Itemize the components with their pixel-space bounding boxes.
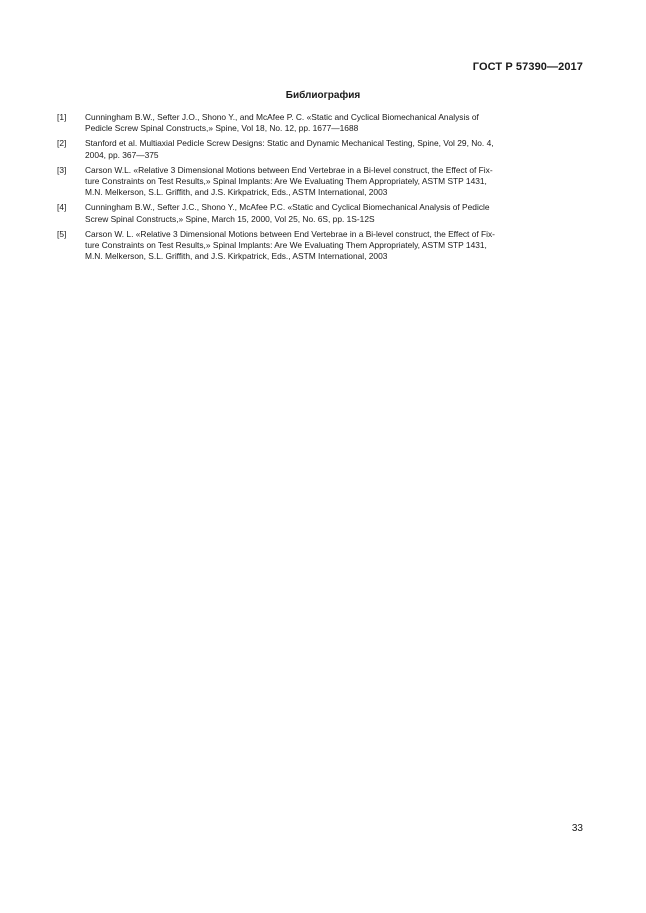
reference-item xyxy=(57,202,583,225)
reference-number: [1] xyxy=(57,112,67,122)
reference-text: Cunningham B.W., Sefter J.C., Shono Y., McAfee P.C. «Static and Cyclical Biomechanical Analysis of Pedicle Screw Spinal Constructs,» Spine, March 15, 2000, Vol 25, No. 6S, pp. 1S-12S xyxy=(85,202,490,224)
reference-number: [3] xyxy=(57,164,67,175)
reference-text: Carson W.L. «Relative 3 Dimensional Motions between End Vertebrae in a Bi-level construct, the Effect of Fix- ture Constraints on Test Results,» Spinal Implants: Are We Evaluating Them Appropriately, ASTM STP 1431, M.N. Melkerson, S.L. Griffith, and J.S. Kirkpatrick, Eds., ASTM International, 2003 xyxy=(85,164,493,198)
reference-text: Cunningham B.W., Sefter J.O., Shono Y., and McAfee P. C. «Static and Cyclical Biomechanical Analysis of Pedicle Screw Spinal Constructs,» Spine, Vol 18, No. 12, pp. 1677—1688 xyxy=(85,112,479,134)
reference-number: [2] xyxy=(57,138,67,149)
reference-item xyxy=(57,112,583,135)
page-title: Библиография xyxy=(285,90,361,101)
bibliography-list xyxy=(57,112,583,267)
document-code: ГОСТ Р 57390—2017 xyxy=(472,61,583,73)
reference-text: Carson W. L. «Relative 3 Dimensional Motions between End Vertebrae in a Bi-level construct, the Effect of Fix- ture Constraints on Test Results,» Spinal Implants: Are We Evaluating Them Appropriately, ASTM STP 1431, M.N. Melkerson, S.L. Griffith, and J.S. Kirkpatrick, Eds., ASTM International, 2003 xyxy=(85,228,495,262)
reference-item xyxy=(57,229,583,263)
page-number: 33 xyxy=(571,823,583,834)
reference-item xyxy=(57,138,583,161)
reference-number: [4] xyxy=(57,202,67,213)
reference-item xyxy=(57,165,583,199)
reference-number: [5] xyxy=(57,228,67,239)
reference-text: Stanford et al. Multiaxial Pedicle Screw Designs: Static and Dynamic Mechanical Testing, Spine, Vol 29, No. 4, 2004, pp. 367—375 xyxy=(85,138,494,160)
